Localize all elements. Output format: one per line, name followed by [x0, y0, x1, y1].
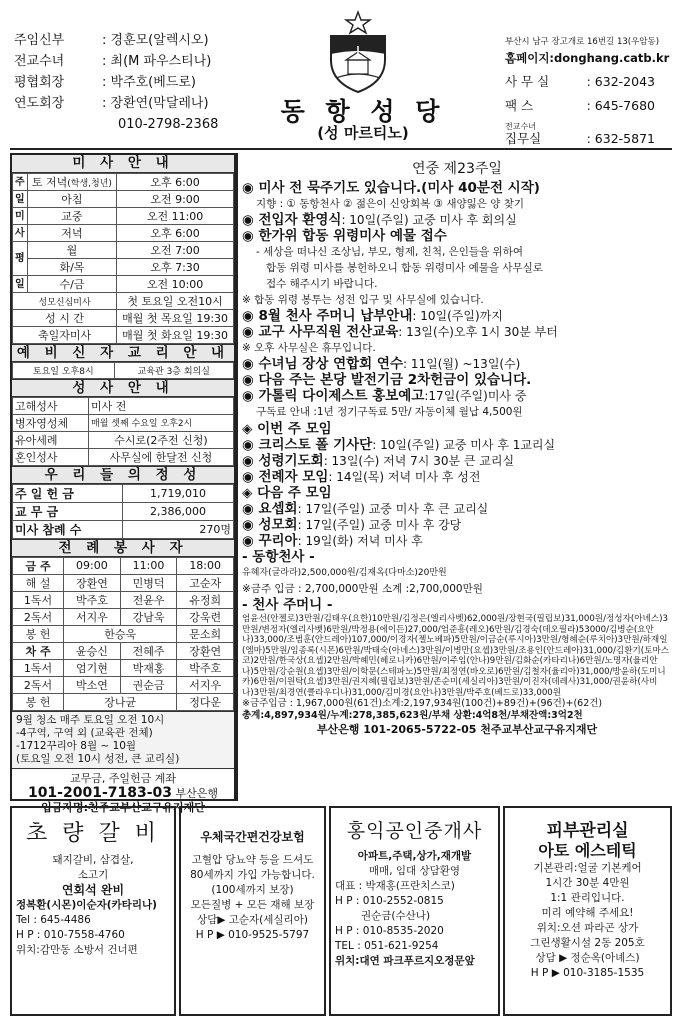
notice-digest-sub: 구독료 안내 :1년 정기구독료 5만/ 자동이체 월납 4,500원: [256, 406, 523, 418]
elder-name: : 장환연(막달레나): [102, 96, 209, 111]
this-week-title: ◈ 이번 주 모임: [242, 421, 332, 437]
sacrament-row: [13, 397, 234, 414]
next-week-item: [242, 534, 672, 549]
catechumen-title: 예 비 신 자 교 리 안 내: [12, 344, 234, 362]
sister-room-phone: [505, 122, 655, 147]
ad-line: 그린생활시설 2동 205호: [530, 937, 645, 949]
sacrament-value: 매월 셋째 수요일 오후2시: [89, 414, 234, 431]
account-number-row: [16, 786, 230, 801]
mass-row: [13, 191, 234, 208]
mass-table: [12, 173, 234, 344]
this-week-item: [242, 454, 672, 469]
mass-day-note: (학생,청년): [67, 179, 112, 189]
catechumen-place: 교육관 3층 회의실: [114, 363, 233, 379]
mass-row: [13, 174, 234, 191]
cleaning-info: [12, 711, 234, 768]
notice-digest-body: :17일(주일)미사 중: [424, 389, 527, 403]
mass-side-label: 미: [13, 208, 28, 225]
servers-cell: 서지우: [177, 676, 234, 693]
sacraments-table: [12, 397, 234, 466]
servers-cell: 유정희: [177, 591, 234, 608]
ad-line: H P : 010-7558-4760: [16, 929, 125, 941]
ad-line: 권순금(수산나): [361, 910, 431, 922]
pastor-name: : 경훈모(알렉시오): [102, 33, 209, 48]
mass-day: 월: [27, 242, 117, 259]
servers-cell: 장나균: [64, 693, 177, 710]
sacrament-row: [13, 448, 234, 465]
notice-fund: ◉ 다음 주는 본당 발전기금 2차헌금이 있습니다.: [242, 372, 532, 388]
ad-skincare: [503, 806, 672, 1016]
left-column: [10, 153, 236, 814]
mass-time: 오전 7:00: [117, 242, 234, 259]
offering-value: 2,386,000: [123, 502, 234, 520]
elder-label: 연도회장: [14, 96, 65, 111]
notice-rosary: ◉ 미사 전 묵주기도 있습니다.(미사 40분전 시작): [242, 180, 540, 196]
pouch-sum: 총계:4,897,934원/누계:278,385,623원/부채 상환:4억8천/부채잔액:3억2천: [242, 709, 583, 721]
notice-angel-body: : 10일(주일)까지: [412, 309, 503, 323]
parish-name: 동 항 성 당: [280, 97, 446, 126]
servers-next-header-row: [13, 642, 234, 659]
notice-sister-head: ◉ 수녀님 장상 연합회 연수: [242, 356, 403, 372]
account-holder: 입금자명:천주교부산교구유지재단: [41, 800, 205, 814]
ad-line: 1:1 관리입니다.: [550, 892, 625, 904]
servers-header-cell: 금 주: [13, 557, 64, 574]
star-icon: [346, 12, 370, 33]
mass-day-text: 토 저녁: [31, 176, 68, 189]
servers-cell: 문소희: [177, 625, 234, 642]
header-contact: [505, 34, 675, 147]
notice-training-head: ◉ 교구 사무직원 전산교육: [242, 324, 399, 340]
ad-line: 미리 예약해 주세요!: [541, 907, 634, 919]
mass-row: [13, 208, 234, 225]
sacrament-value: 수시로(2주전 신청): [89, 431, 234, 448]
cleaning-line: -1712꾸리아 8월 ~ 10월: [16, 739, 137, 752]
servers-cell: 권순금: [120, 676, 177, 693]
mass-side-label: 평: [13, 242, 28, 276]
servers-cell: 차 주: [13, 642, 64, 659]
sacrament-label: 병자영성체: [13, 414, 89, 431]
ad-line: 위치:감만동 소방서 건너편: [16, 944, 138, 956]
servers-cell: 봉 헌: [13, 625, 64, 642]
next-week-item-body: : 17일(주일) 교중 미사 후 큰 교리실: [297, 502, 489, 516]
mass-row: [13, 276, 234, 293]
pouch-list: 엄윤선(안젤로)3만원/김태우(요한)10만원/김정은(엘리사벳)62,000원/장현국(필립보)31,000원/정성자(아녜스)3만원/변정자(엘리사벳)6만원/박정용(에이든)27,000/엄준흥(레오)6만원/김경숙(데오필라)53000/김병순(요안나)33,000/조범훈(안드레아)107,000/이경자(젤노베파)5만원/이금순(루시아)3만원/형혜순(루치아)3만원/하재일(엠마)5만원/임종록(시몬)6만원/박태숙(아녜스)3만원/이병만(요셉)3만원/조용인(안드레아)31,000/김환기(토마스코)2만원/한국상(요셉)2만원/박혜민(헤로니카)6만원/이주임(안나)9만원/김화순(카타리나)6만원/노명자(율리안나)5만원/강순원(요셉)3만원/이학문(스테파노)5만원/최정연(바오로)6만원/김철자(율리아)31,000/방윤하(도미니카)6만원/이원탁(요셉)3만원/권지혜(필립보)3만원/존순미(세실리아)3만원/이진자(데레사)31,000/권윤하(사비나)3만원/최경연(클라우디나)31,000/김미경(요안나)3만원/박주호(베드로)33,000원: [242, 614, 670, 698]
next-week-item-head: ◉ 꾸리아: [242, 533, 298, 549]
servers-row: [13, 676, 234, 693]
sacraments-title: 성 사 안 내: [12, 379, 234, 397]
servers-cell: 엄기현: [64, 659, 121, 676]
servers-cell: 1독서: [13, 659, 64, 676]
homepage-link[interactable]: 홈페이지:donghang.catb.kr: [505, 51, 670, 65]
servers-cantor-row: [13, 693, 234, 710]
this-week-item: [242, 438, 672, 453]
sister-row: [14, 51, 236, 72]
servers-cell: 1독서: [13, 591, 64, 608]
pouch-account: 부산은행 101-2065-5722-05 천주교부산교구유지재단: [316, 723, 598, 736]
sacrament-value: 사무실에 한달전 신청: [89, 448, 234, 465]
mass-title: 미 사 안 내: [12, 155, 234, 173]
elder-phone: 010-2798-2368: [118, 117, 219, 132]
servers-cell: 민병덕: [120, 574, 177, 591]
council-name: : 박주호(베드로): [102, 75, 197, 90]
notice-training-note: ※ 오후 사무실은 휴무입니다.: [242, 342, 376, 354]
offering-label: 주 일 헌 금: [13, 484, 123, 502]
offering-row: [13, 520, 234, 538]
servers-cell: 2독서: [13, 608, 64, 625]
ad-line: H P ▶ 010-3185-1535: [530, 967, 645, 979]
mass-side-label: 사: [13, 225, 28, 242]
notices-column: [242, 162, 672, 738]
ad-line: 기본관리:얼굴 기본케어: [533, 862, 642, 874]
offering-row: [13, 484, 234, 502]
ad-line: 상담▶ 고순자(세실리아): [197, 914, 308, 926]
next-week-item-body: : 19일(화) 저녁 미사 후: [297, 534, 423, 548]
servers-header-row: [13, 557, 234, 574]
this-week-item-body: : 10일(주일) 교중 미사 후 1교리실: [372, 438, 556, 452]
ad-title: 홍익공인중개사: [346, 820, 483, 842]
ad-line: 모든질병 + 모든 재해 보장: [190, 899, 315, 911]
notice-training-body: : 13일(수)오후 1시 30분 부터: [398, 325, 558, 339]
servers-row: [13, 659, 234, 676]
notice-digest-head: ◉ 가톨릭 다이제스트 홍보예고: [242, 388, 425, 404]
servers-cell: 박주호: [64, 591, 121, 608]
offering-row: [13, 502, 234, 520]
mass-row: [13, 242, 234, 259]
this-week-item-head: ◉ 성령기도회: [242, 453, 324, 469]
cleaning-line: 9월 청소 매주 토요일 오전 10시: [16, 713, 165, 726]
mass-day: 저녁: [27, 225, 117, 242]
office-phone: [505, 74, 655, 90]
next-week-item: [242, 502, 672, 517]
pastor-row: [14, 30, 236, 51]
mass-extra-value: 매월 첫 화요일 19:30: [117, 327, 234, 344]
cleaning-line: (토요일 오전 10시 성전, 큰 교리실): [16, 752, 180, 765]
sister-room-label: [505, 122, 541, 147]
notice-angel: [242, 309, 672, 324]
mass-day: 아침: [27, 191, 117, 208]
servers-cell: 2독서: [13, 676, 64, 693]
fax-number: : 645-7680: [586, 98, 655, 113]
sister-room-number: : 632-5871: [586, 131, 655, 146]
sister-room-label-main: 집무실: [505, 131, 542, 146]
ad-line: 위치:대연 파크푸르지오정문앞: [335, 955, 475, 967]
servers-cell: 전혜주: [120, 642, 177, 659]
ad-line: 고혈압 당뇨약 등을 드셔도: [191, 854, 314, 866]
fax-label: 팩 스: [505, 98, 534, 113]
ad-line: 소고기: [77, 869, 109, 881]
mass-row: [13, 225, 234, 242]
pouch-total: ※금주입금 : 1,967,000원(61건)소계:2,197,934원(100건)+89건)+(96건)+(62건): [242, 698, 603, 709]
mass-extra-value: 첫 토요일 오전10시: [117, 293, 234, 310]
ad-line: H P : 010-2552-0815: [335, 895, 444, 907]
cleaning-line: -4구역, 구역 외 (교육관 전체): [16, 726, 153, 739]
catechumen-table: [12, 362, 234, 379]
mass-time: 오전 9:00: [117, 191, 234, 208]
servers-table: [12, 557, 234, 711]
servers-row: [13, 574, 234, 591]
offering-label: 미사 참례 수: [13, 520, 123, 538]
mass-side-label: 일: [13, 276, 28, 293]
mass-time: 오후 6:00: [117, 174, 234, 191]
mass-extra-value: 매월 첫 목요일 19:30: [117, 310, 234, 327]
council-row: [14, 72, 236, 93]
ad-line: (100세까지 보장): [211, 884, 294, 896]
parish-logo: [326, 10, 390, 94]
catechumen-row: [13, 363, 234, 379]
mass-extra-row: [13, 327, 234, 344]
servers-cell: 봉 헌: [13, 693, 64, 710]
ad-line: 상담 ▶ 정순옥(아녜스): [535, 952, 640, 964]
next-week-item: [242, 518, 672, 533]
sacrament-value: 미사 전: [89, 397, 234, 414]
donation-total: ※금주 입금 : 2,700,000만원 소계 :2,700,000만원: [242, 583, 483, 595]
week-title: 연중 제23주일: [412, 161, 502, 177]
sacrament-label: 혼인성사: [13, 448, 89, 465]
office-number: : 632-2043: [586, 74, 655, 89]
this-week-item-head: ◉ 전례자 모임: [242, 469, 329, 485]
notice-memorial: ◉ 한가위 합동 위령미사 예물 접수: [242, 228, 447, 244]
servers-cell: 박주호: [177, 659, 234, 676]
mass-extra-row: [13, 310, 234, 327]
mass-extra-label: 축일자미사: [13, 327, 117, 344]
servers-header-cell: 09:00: [64, 557, 121, 574]
servers-cell: 서지우: [64, 608, 121, 625]
sister-room-label-top: 전교수녀: [505, 122, 536, 131]
servers-cell: 해 설: [13, 574, 64, 591]
ad-insurance: [179, 806, 326, 1016]
mass-row: [13, 259, 234, 276]
mass-side-label: 일: [13, 191, 28, 208]
elder-phone-row: [14, 114, 236, 135]
ad-line: H P : 010-8535-2020: [335, 925, 444, 937]
account-number: 101-2001-7183-03: [27, 784, 173, 801]
mass-time: 오전 11:00: [117, 208, 234, 225]
notice-welcome: [242, 213, 672, 228]
servers-title: 전 례 봉 사 자: [12, 539, 234, 557]
mass-time: 오후 6:00: [117, 225, 234, 242]
servers-header-cell: 11:00: [120, 557, 177, 574]
this-week-item-head: ◉ 크리스토 폴 기사단: [242, 437, 373, 453]
notice-rosary-intention: 지향 : ① 동항천사 ② 젊은이 신앙회복 ③ 새양잃은 양 찾기: [256, 198, 525, 210]
ad-line: 위치:오션 파라곤 상가: [536, 922, 639, 934]
council-label: 평협회장: [14, 75, 65, 90]
account-title: 교무금, 주일헌금 계좌: [69, 771, 177, 785]
ad-line: 연회석 완비: [61, 883, 125, 897]
offering-title: 우 리 들 의 정 성: [12, 466, 234, 484]
next-week-title: ◈ 다음 주 모임: [242, 485, 332, 501]
offering-table: [12, 484, 234, 539]
notice-memorial-note: ※ 합동 위령 봉투는 성전 입구 및 사무실에 있습니다.: [242, 294, 484, 306]
notice-memorial-line: 합동 위령 미사를 봉헌하오니 합동 위령미사 예물을 사무실로: [266, 262, 543, 274]
ad-realty: [329, 806, 500, 1016]
mass-extra-label: 성모신심미사: [13, 293, 117, 310]
mass-side-label: 주: [13, 174, 28, 191]
servers-cell: 장환연: [177, 642, 234, 659]
address: 부산시 남구 장고개로 16번길 13(우암동): [505, 37, 660, 47]
column-divider: [236, 153, 238, 801]
sacrament-label: 유아세례: [13, 431, 89, 448]
ad-title: 피부관리실: [546, 821, 629, 841]
servers-cell: 강남욱: [120, 608, 177, 625]
ad-line: H P ▶ 010-9525-5797: [195, 929, 310, 941]
servers-cell: 고순자: [177, 574, 234, 591]
catechumen-time: 토요일 오후8시: [13, 363, 115, 379]
servers-cell: 윤승신: [64, 642, 121, 659]
ad-title: 초 량 갈 비: [26, 821, 160, 846]
this-week-item-body: : 13일(수) 저녁 7시 30분 큰 교리실: [323, 454, 515, 468]
elder-row: [14, 93, 236, 114]
servers-cantor-row: [13, 625, 234, 642]
ad-line: Tel : 645-4486: [16, 914, 91, 926]
servers-cell: 정다운: [177, 693, 234, 710]
servers-header-cell: 18:00: [177, 557, 234, 574]
mass-extra-row: [13, 293, 234, 310]
sacrament-row: [13, 414, 234, 431]
servers-row: [13, 608, 234, 625]
donation-line: 유혜자(글라라)2,500,000원/김재옥(다마소)20만원: [242, 568, 447, 578]
header-divider: [10, 148, 672, 150]
notice-memorial-line: 접수 해주시기 바랍니다.: [266, 278, 378, 290]
ad-line: TEL : 051-621-9254: [335, 940, 439, 952]
servers-cell: 강욱련: [177, 608, 234, 625]
sacrament-row: [13, 431, 234, 448]
ad-line: 아토 에스테틱: [538, 841, 637, 860]
servers-row: [13, 591, 234, 608]
notice-welcome-head: ◉ 전입자 환영식: [242, 212, 342, 228]
notice-sister-body: : 11일(월) ~13일(수): [403, 357, 521, 371]
ad-line: 매매, 임대 상담환영: [368, 865, 461, 877]
ad-line: 아파트,주택,상가,재개발: [357, 850, 472, 862]
office-label: 사 무 실: [505, 74, 550, 89]
notice-sister: [242, 357, 672, 372]
servers-cell: 박소연: [64, 676, 121, 693]
next-week-item-head: ◉ 성모회: [242, 517, 298, 533]
mass-time: 오후 7:30: [117, 259, 234, 276]
pouch-title: - 천사 주머니 -: [242, 597, 333, 613]
servers-cell: 전윤우: [120, 591, 177, 608]
mass-day: [27, 174, 117, 191]
notice-memorial-line: - 세상을 떠나신 조상님, 부모, 형제, 친척, 은인들을 위하여: [256, 246, 523, 258]
offering-value: 270명: [123, 520, 234, 538]
fax-phone: [505, 98, 655, 114]
ad-galbi: [10, 806, 176, 1016]
next-week-item-body: : 17일(주일) 교중 미사 후 강당: [297, 518, 462, 532]
this-week-item-body: : 14일(목) 저녁 미사 후 성전: [328, 470, 481, 484]
notice-digest: [242, 389, 672, 404]
offering-label: 교 무 금: [13, 502, 123, 520]
next-week-item-head: ◉ 요셉회: [242, 501, 298, 517]
parish-patron: (성 마르티노): [317, 124, 409, 142]
sister-name: : 최(M 파우스티나): [102, 54, 212, 69]
notice-welcome-body: : 10일(주일) 교중 미사 후 회의실: [341, 213, 517, 227]
header-staff-list: [14, 30, 236, 135]
notice-training: [242, 325, 672, 340]
sacrament-label: 고해성사: [13, 397, 89, 414]
servers-cell: 박재홍: [120, 659, 177, 676]
mass-day: 수/금: [27, 276, 117, 293]
ad-line: 정복환(시몬)이순자(카타리나): [16, 899, 157, 911]
mass-time: 오전 10:00: [117, 276, 234, 293]
mass-day: 교중: [27, 208, 117, 225]
ad-title: 우체국간편건강보험: [200, 830, 305, 844]
notice-angel-head: ◉ 8월 천사 주머니 납부안내: [242, 308, 413, 324]
servers-cell: 장환연: [64, 574, 121, 591]
account-bank: 부산은행: [175, 786, 219, 800]
offering-value: 1,719,010: [123, 484, 234, 502]
this-week-item: [242, 470, 672, 485]
ad-line: 대표 : 박재홍(프란치스코): [335, 880, 455, 892]
servers-cell: 한승욱: [64, 625, 177, 642]
sister-label: 전교수녀: [14, 54, 65, 69]
ad-line: 80세까지 가입 가능합니다.: [190, 869, 315, 881]
donation-title: - 동항천사 -: [242, 549, 315, 565]
ad-line: 돼지갈비, 삼겹살,: [52, 854, 134, 866]
ad-line: 1시간 30분 4만원: [545, 877, 630, 889]
pastor-label: 주임신부: [14, 33, 65, 48]
mass-day: 화/목: [27, 259, 117, 276]
mass-extra-label: 성 시 간: [13, 310, 117, 327]
